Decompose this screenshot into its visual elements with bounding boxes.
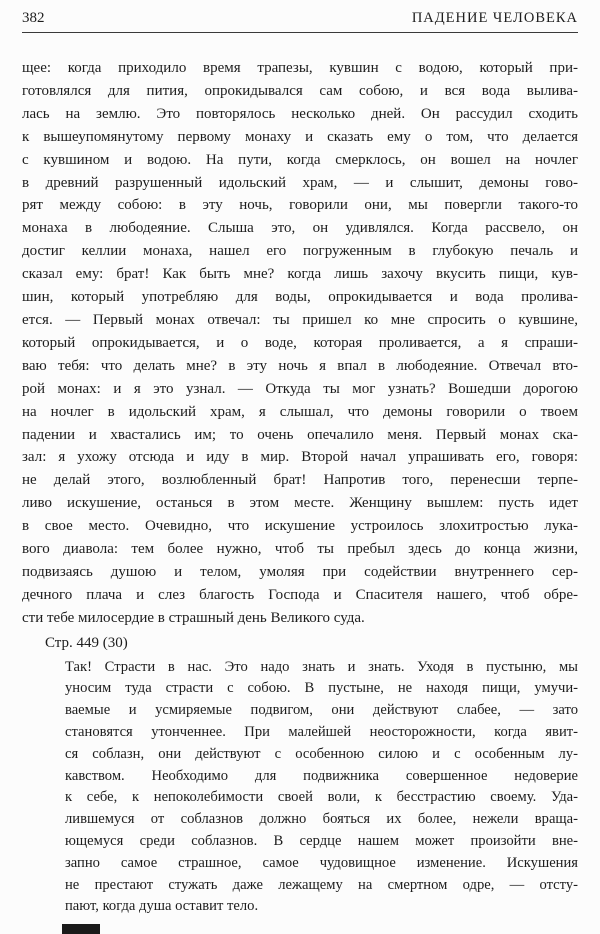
text-line: в свое место. Очевидно, что искушение устроилось злохитростью лука- xyxy=(22,518,578,535)
text-line: с кувшином и водою. На пути, когда смерклось, он вошел на ночлег xyxy=(22,151,578,168)
text-line: ся соблазн, они действуют с особенною силою и с особенным лу- xyxy=(65,745,578,762)
text-line: падении и хвастались им; то очень опечалило меня. Первый монах ска- xyxy=(22,426,578,443)
text-line: ливо искушение, останься в этом месте. Женщину вышлем: пусть идет xyxy=(22,495,578,512)
text-line: ется. — Первый монах отвечал: ты пришел ко мне спросить о кувшине, xyxy=(22,311,578,328)
text-line: рят между собою: в эту ночь, говорили они, мы повергли такого-то xyxy=(22,197,578,214)
text-line: к вышеупомянутому первому монаху и сказать ему о том, что делается xyxy=(22,128,578,145)
text-line: лась на землю. Это повторялось несколько дней. Он рассудил сходить xyxy=(22,105,578,122)
text-line: на ночлег в идольский храм, я слышал, что демоны говорили о твоем xyxy=(22,403,578,420)
text-line: не престают стужать даже лежащему на смертном одре, — отсту- xyxy=(65,876,578,893)
text-line: сказал ему: брат! Как быть мне? когда лишь захочу вкусить пищи, кув- xyxy=(22,266,578,283)
text-line: в древний разрушенный идольский храм, — и слышит, демоны гово- xyxy=(22,174,578,191)
text-line: готовлялся для пития, опрокидывался сам собою, и вся вода вылива- xyxy=(22,82,578,99)
text-line: запно самое страшное, самое чудовищное изменение. Искушения xyxy=(65,854,578,871)
header-rule xyxy=(22,32,578,33)
text-line: к себе, к непоколебимости своей воли, к бесстрастию своему. Уда- xyxy=(65,789,578,806)
text-line: сти тебе милосердие в страшный день Великого суда. xyxy=(22,609,365,626)
text-line: становятся утонченнее. При малейшей неосторожности, когда явит- xyxy=(65,724,578,741)
text-line: пают, когда душа оставит тело. xyxy=(65,898,259,915)
main-paragraph xyxy=(22,57,578,630)
text-line: Так! Страсти в нас. Это надо знать и знать. Уходя в пустыню, мы xyxy=(65,658,578,675)
text-line: ваемые и усмиряемые подвигом, они действуют слабее, — зато xyxy=(65,702,578,719)
page-bottom-artifact xyxy=(62,924,100,934)
text-line: который опрокидывается, и о воде, которая проливается, а я спраши- xyxy=(22,334,578,351)
text-line: достиг келлии монаха, нашел его погруженным в глубокую печаль и xyxy=(22,243,578,260)
text-line: кавством. Необходимо для подвижника совершенное недоверие xyxy=(65,767,578,784)
text-line: рой монах: и я это узнал. — Откуда ты мог узнать? Вошедши дорогою xyxy=(22,380,578,397)
text-line: подвизаясь душою и телом, умоляя при содействии внутреннего сер- xyxy=(22,563,578,580)
text-line: ваю тебя: что делать мне? в эту ночь я впал в любодеяние. Отвечал вто- xyxy=(22,357,578,374)
page-header xyxy=(22,0,578,27)
page-number: 382 xyxy=(22,10,45,26)
text-line: уносим туда страсти с собою. В пустыне, не находя пищи, умучи- xyxy=(65,680,578,697)
running-title: ПАДЕНИЕ ЧЕЛОВЕКА xyxy=(411,10,578,26)
text-line: лившемуся от соблазнов должно бояться их более, нежели враща- xyxy=(65,811,578,828)
page-body xyxy=(22,57,578,918)
text-line: вого диавола: тем более нужно, чтоб ты пребыл здесь до конца жизни, xyxy=(22,541,578,558)
text-line: не делай этого, возлюбленный брат! Напротив того, перенесши терпе- xyxy=(22,472,578,489)
text-line: ющемуся среди соблазнов. В сердце нашем может произойти вне- xyxy=(65,833,578,850)
text-line: щее: когда приходило время трапезы, кувшин с водою, который при- xyxy=(22,60,578,76)
quote-paragraph xyxy=(65,657,578,919)
text-line: зал: я ухожу отсюда и иду в мир. Второй начал упрашивать его, говоря: xyxy=(22,449,578,466)
text-line: монаха в любодеяние. Слыша это, он удивлялся. Когда рассвело, он xyxy=(22,220,578,237)
text-line: дечного плача и слез благость Господа и Спасителя нашего, чтоб обре- xyxy=(22,586,578,603)
reference-line: Стр. 449 (30) xyxy=(45,634,128,651)
text-line: шин, который употребляю для воды, опрокидывается и вода пролива- xyxy=(22,289,578,306)
